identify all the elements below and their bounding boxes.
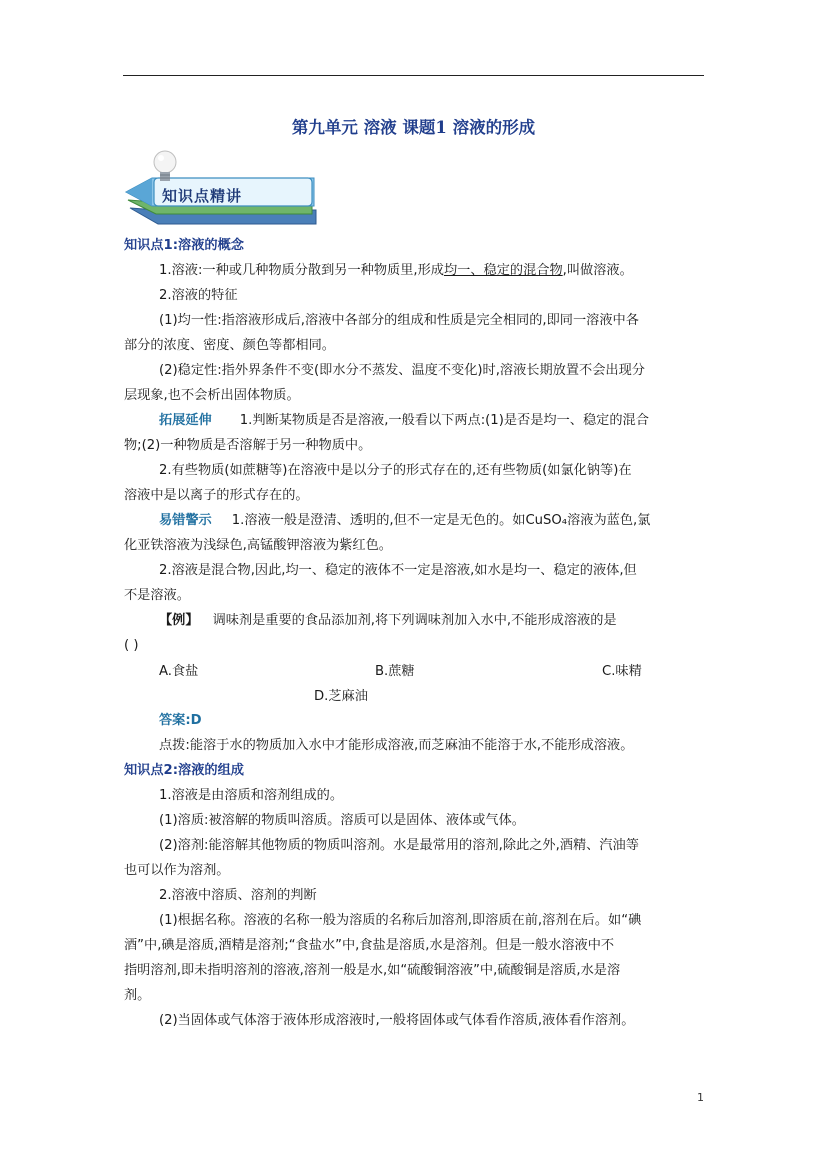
underlined-term: 均一、稳定的混合物 — [443, 263, 563, 278]
paragraph: 2.溶液中溶质、溶剂的判断 — [159, 888, 317, 903]
extension-tag: 拓展延伸 — [159, 413, 212, 428]
paragraph: (1)溶质:被溶解的物质叫溶质。溶质可以是固体、液体或气体。 — [159, 813, 525, 828]
hint: 点拨:能溶于水的物质加入水中才能形成溶液,而芝麻油不能溶于水,不能形成溶液。 — [159, 738, 634, 753]
paragraph: 层现象,也不会析出固体物质。 — [124, 388, 300, 403]
option-b: B.蔗糖 — [375, 664, 415, 679]
page-title: 第九单元 溶液 课题1 溶液的形成 — [291, 118, 536, 137]
banner-label: 知识点精讲 — [162, 187, 243, 205]
extension-paragraph: 拓展延伸 1.判断某物质是否是溶液,一般看以下两点:(1)是否是均一、稳定的混合 — [159, 413, 649, 428]
option-a: A.食盐 — [159, 664, 199, 679]
page-number: 1 — [697, 1091, 704, 1104]
section-heading-1: 知识点1:溶液的概念 — [124, 238, 244, 253]
paragraph: 2.溶液是混合物,因此,均一、稳定的液体不一定是溶液,如水是均一、稳定的液体,但 — [159, 563, 637, 578]
paragraph: 1.溶液是由溶质和溶剂组成的。 — [159, 788, 344, 803]
lightbulb-icon — [150, 148, 180, 188]
paragraph: 2.有些物质(如蔗糖等)在溶液中是以分子的形式存在的,还有些物质(如氯化钠等)在 — [159, 463, 632, 478]
answer: 答案:D — [159, 713, 202, 728]
paragraph: 物;(2)一种物质是否溶解于另一种物质中。 — [124, 438, 372, 453]
warning-paragraph: 易错警示 1.溶液一般是澄清、透明的,但不一定是无色的。如CuSO₄溶液为蓝色,氯 — [159, 513, 651, 528]
example-tag: 【例】 — [159, 613, 199, 628]
paragraph: 不是溶液。 — [124, 588, 190, 603]
paragraph: 酒”中,碘是溶质,酒精是溶剂;“食盐水”中,食盐是溶质,水是溶剂。但是一般水溶液中不 — [124, 938, 615, 953]
warning-tag: 易错警示 — [159, 513, 212, 528]
paragraph: (1)均一性:指溶液形成后,溶液中各部分的组成和性质是完全相同的,即同一溶液中各 — [159, 313, 639, 328]
answer-blank: ( ) — [124, 638, 139, 653]
paragraph: 1.溶液:一种或几种物质分散到另一种物质里,形成均一、稳定的混合物,叫做溶液。 — [159, 263, 633, 278]
paragraph: 指明溶剂,即未指明溶剂的溶液,溶剂一般是水,如“硫酸铜溶液”中,硫酸铜是溶质,水是溶 — [124, 963, 621, 978]
paragraph: (2)溶剂:能溶解其他物质的物质叫溶剂。水是最常用的溶剂,除此之外,酒精、汽油等 — [159, 838, 639, 853]
paragraph: 2.溶液的特征 — [159, 288, 238, 303]
paragraph: 化亚铁溶液为浅绿色,高锰酸钾溶液为紫红色。 — [124, 538, 392, 553]
option-c: C.味精 — [602, 664, 642, 679]
knowledge-banner — [122, 148, 322, 228]
paragraph: (2)稳定性:指外界条件不变(即水分不蒸发、温度不变化)时,溶液长期放置不会出现分 — [159, 363, 645, 378]
example-question: 【例】 调味剂是重要的食品添加剂,将下列调味剂加入水中,不能形成溶液的是 — [159, 613, 617, 628]
paragraph: 溶液中是以离子的形式存在的。 — [124, 488, 309, 503]
section-heading-2: 知识点2:溶液的组成 — [124, 763, 244, 778]
paragraph: 部分的浓度、密度、颜色等都相同。 — [124, 338, 335, 353]
header-rule — [123, 75, 704, 76]
paragraph: 也可以作为溶剂。 — [124, 863, 230, 878]
paragraph: (2)当固体或气体溶于液体形成溶液时,一般将固体或气体看作溶质,液体看作溶剂。 — [159, 1013, 635, 1028]
paragraph: 剂。 — [124, 988, 151, 1003]
option-d: D.芝麻油 — [314, 689, 368, 704]
paragraph: (1)根据名称。溶液的名称一般为溶质的名称后加溶剂,即溶质在前,溶剂在后。如“碘 — [159, 913, 642, 928]
